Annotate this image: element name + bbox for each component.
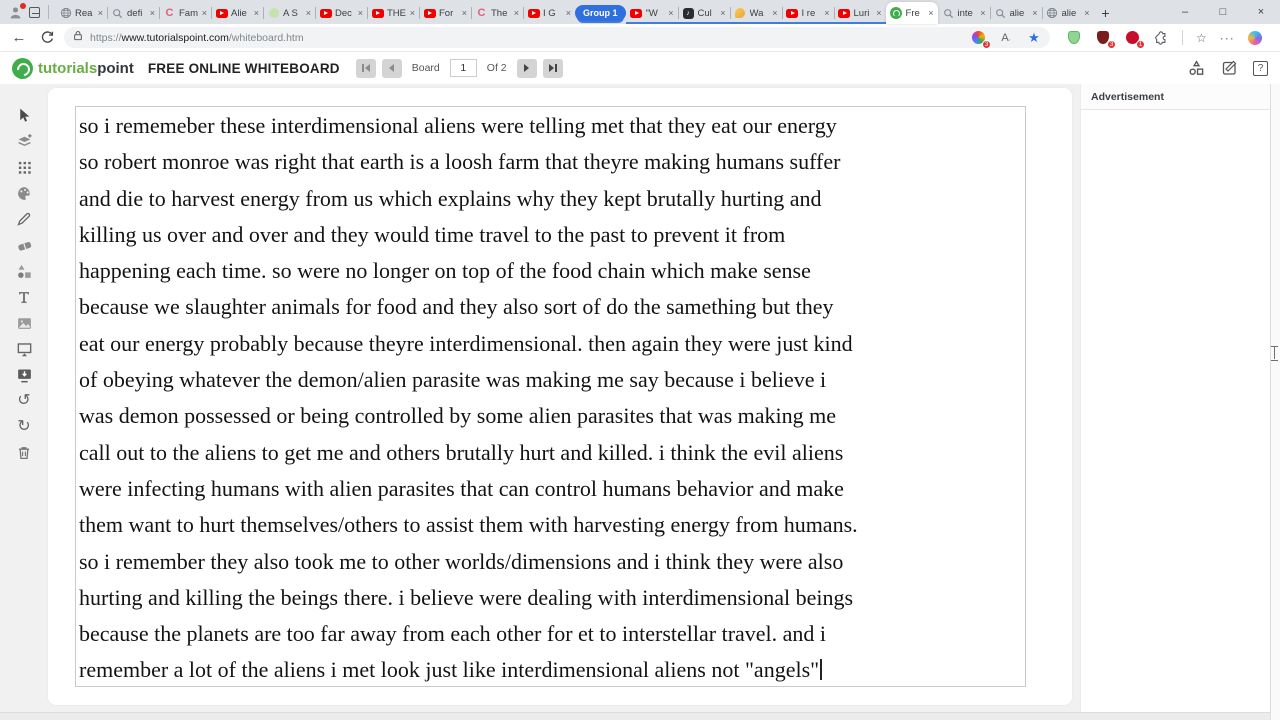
last-board-button[interactable] <box>543 59 563 78</box>
youtube-favicon-icon <box>630 7 643 20</box>
whiteboard-text-line: eat our energy probably because theyre interdimensional. then again they were just kind <box>79 330 853 356</box>
tab-close-icon[interactable]: × <box>253 8 259 18</box>
search-favicon-icon <box>111 7 124 20</box>
scrollbar-track[interactable] <box>1270 84 1280 720</box>
whiteboard-text-line: so i remember they also took me to other worlds/dimensions and i think they were also <box>79 548 844 574</box>
browser-tab[interactable] <box>419 2 471 24</box>
divider <box>1182 30 1183 45</box>
tab-close-icon[interactable]: × <box>1032 8 1038 18</box>
search-favicon-icon <box>942 7 955 20</box>
browser-tab[interactable] <box>367 2 419 24</box>
browser-tab[interactable] <box>990 2 1042 24</box>
tab-title: alie <box>1061 7 1077 19</box>
whiteboard-text-line: was demon possessed or being controlled by some alien parasites that was making me <box>79 403 836 429</box>
new-tab-button[interactable]: + <box>1101 5 1110 21</box>
tutorialspoint-logo-icon <box>12 58 33 79</box>
c-pink-favicon-icon: C <box>477 7 486 19</box>
green-dot-favicon-icon <box>267 7 280 20</box>
whiteboard-text-line: remember a lot of the aliens i met look just like interdimensional aliens not "angels" <box>79 652 1025 687</box>
youtube-favicon-icon <box>786 7 799 20</box>
tab-title: I re <box>801 7 816 19</box>
board-number-input[interactable] <box>450 59 477 77</box>
favorite-star-icon[interactable]: ★ <box>1028 29 1040 45</box>
browser-tab[interactable] <box>1042 2 1094 24</box>
tab-title: Luri <box>853 7 870 19</box>
whiteboard-canvas[interactable] <box>48 88 1072 705</box>
next-board-button[interactable] <box>517 59 537 78</box>
reload-button[interactable] <box>36 27 58 49</box>
browser-tab-active[interactable] <box>886 2 938 24</box>
tab-title: alie <box>1009 7 1025 19</box>
tutorialspoint-favicon-icon <box>890 7 903 20</box>
share-shapes-icon[interactable] <box>1187 59 1206 78</box>
search-favicon-icon <box>994 7 1007 20</box>
browser-tab-bar <box>0 0 1280 24</box>
tab-strip <box>55 0 1094 24</box>
settings-menu-icon[interactable]: ··· <box>1219 30 1235 45</box>
whiteboard-text-line: hurting and killing the beings there. i believe were dealing with interdimensional beings <box>79 584 854 610</box>
tab-close-icon[interactable]: × <box>928 8 934 18</box>
window-controls <box>1166 0 1280 24</box>
browser-tab[interactable] <box>834 2 886 24</box>
whiteboard-text-line: them want to hurt themselves/others to assist them with harvesting energy from humans. <box>79 512 858 538</box>
read-aloud-icon[interactable]: A ˎ <box>1001 31 1011 44</box>
tab-title: Dec <box>335 7 352 19</box>
url-text: https://www.tutorialspoint.com/whiteboard.htm <box>90 31 304 44</box>
trash-tool-icon[interactable] <box>11 440 37 466</box>
advertisement-panel <box>1080 84 1270 720</box>
lock-icon <box>72 29 84 47</box>
profile-avatar-icon[interactable] <box>8 5 23 20</box>
browser-tab[interactable] <box>211 2 263 24</box>
whiteboard-header <box>0 52 1280 84</box>
back-button[interactable]: ← <box>11 29 27 46</box>
youtube-favicon-icon <box>838 7 851 20</box>
tab-close-icon[interactable]: × <box>357 8 363 18</box>
favorites-collections-icon[interactable]: ☆ <box>1196 30 1207 45</box>
tab-title: For <box>439 7 454 19</box>
youtube-favicon-icon <box>371 7 384 20</box>
tab-title: Wa <box>749 7 764 19</box>
tab-close-icon[interactable]: × <box>824 8 830 18</box>
tab-title: Fre <box>905 7 920 19</box>
browser-tab[interactable] <box>107 2 159 24</box>
mouse-ibeam-cursor <box>1271 346 1278 359</box>
tab-close-icon[interactable]: × <box>513 8 519 18</box>
whiteboard-text-line: call out to the aliens to get me and others brutally hurt and killed. i think the evil aliens <box>79 439 844 465</box>
tab-close-icon[interactable]: × <box>980 8 986 18</box>
tab-close-icon[interactable]: × <box>876 8 882 18</box>
minimize-button[interactable]: – <box>1181 6 1189 18</box>
whiteboard-text-line: so i rememeber these interdimensional aliens were telling met that they eat our energy <box>79 113 837 138</box>
browser-tab[interactable] <box>55 2 107 24</box>
tab-close-icon[interactable]: × <box>772 8 778 18</box>
whiteboard-text-box[interactable] <box>75 106 1026 687</box>
text-tool-icon[interactable] <box>11 284 37 310</box>
notification-dot <box>20 3 26 9</box>
whiteboard-text-line: because we slaughter animals for food and they also sort of do the samething but they <box>79 294 834 320</box>
tab-close-icon[interactable]: × <box>201 8 207 18</box>
board-label: Board <box>411 62 440 74</box>
whiteboard-text-line: of obeying whatever the demon/alien parasite was making me say because i believe i <box>79 367 827 393</box>
youtube-favicon-icon <box>215 7 228 20</box>
browser-tab[interactable] <box>159 2 211 24</box>
tab-close-icon[interactable]: × <box>149 8 155 18</box>
tab-title: THE <box>387 7 406 19</box>
c-pink-favicon-icon: C <box>165 7 174 19</box>
browser-tab[interactable] <box>938 2 990 24</box>
whiteboard-text-line: killing us over and over and they would time travel to the past to prevent it from <box>79 221 786 247</box>
youtube-favicon-icon <box>319 7 332 20</box>
layers-tool-icon[interactable] <box>11 128 37 154</box>
whiteboard-text-line: happening each time. so were no longer on top of the food chain which make sense <box>79 258 811 284</box>
redo-tool-icon[interactable]: ↻ <box>17 418 31 435</box>
advertisement-label: Advertisement <box>1081 84 1270 110</box>
tab-title: "W <box>645 7 658 19</box>
help-icon[interactable]: ? <box>1253 61 1268 76</box>
copilot-icon[interactable] <box>1248 31 1262 45</box>
tiktok-favicon-icon: ♪ <box>682 7 695 20</box>
tools-sidebar <box>0 84 48 712</box>
youtube-favicon-icon <box>527 7 540 20</box>
close-button[interactable]: × <box>1257 6 1265 18</box>
tab-group-chip[interactable]: Group 1 <box>575 5 626 21</box>
main-area <box>0 84 1280 720</box>
whiteboard-text-line: and die to harvest energy from us which explains why they kept brutally hurting and <box>79 185 822 211</box>
whiteboard-text-line: were infecting humans with alien parasites that can control humans behavior and make <box>79 475 844 501</box>
tab-title: I G <box>543 7 556 19</box>
palette-tool-icon[interactable] <box>11 180 37 206</box>
tab-title: inte <box>957 7 973 19</box>
edit-note-icon[interactable] <box>1220 59 1239 78</box>
tab-close-icon[interactable]: × <box>1084 8 1090 18</box>
tab-close-icon[interactable]: × <box>668 8 674 18</box>
shapes-tool-icon[interactable] <box>11 258 37 284</box>
tab-title: A S <box>283 7 298 19</box>
browser-tab[interactable] <box>315 2 367 24</box>
pencil-tool-icon[interactable] <box>11 206 37 232</box>
text-caret <box>820 659 822 680</box>
board-navigation <box>356 59 563 78</box>
globe-favicon-icon <box>1046 7 1059 20</box>
maximize-button[interactable]: □ <box>1219 6 1227 18</box>
tutorialspoint-logo[interactable]: tutorialspoint <box>12 58 134 79</box>
extensions-icon[interactable] <box>1153 30 1169 46</box>
tab-title: Alie <box>231 7 247 19</box>
globe-favicon-icon <box>59 7 72 20</box>
browser-tab[interactable] <box>782 2 834 24</box>
browser-tab[interactable] <box>678 2 730 24</box>
youtube-favicon-icon <box>423 7 436 20</box>
browser-tab[interactable] <box>523 2 575 24</box>
undo-tool-icon[interactable]: ↺ <box>17 392 31 409</box>
board-total-label: Of 2 <box>486 62 507 74</box>
ublock-origin-icon[interactable]: 3 <box>1095 30 1111 46</box>
tab-title: Rea <box>75 7 93 19</box>
tab-close-icon[interactable]: × <box>97 8 103 18</box>
browser-tab[interactable] <box>471 2 523 24</box>
eraser-tool-icon[interactable] <box>11 232 37 258</box>
navigation-bar <box>0 24 1280 52</box>
tab-close-icon[interactable]: × <box>305 8 311 18</box>
tab-close-icon[interactable]: × <box>409 8 415 18</box>
tab-close-icon[interactable]: × <box>720 8 726 18</box>
browser-tab[interactable] <box>263 2 315 24</box>
tab-title: defi <box>127 7 143 19</box>
tab-title: Cul <box>697 7 712 19</box>
tab-actions-icon[interactable] <box>29 7 40 18</box>
divider <box>48 5 49 19</box>
tab-close-icon[interactable]: × <box>565 8 571 18</box>
select-tool-icon[interactable] <box>11 102 37 128</box>
tab-close-icon[interactable]: × <box>461 8 467 18</box>
browser-tab[interactable] <box>730 2 782 24</box>
grid-tool-icon[interactable] <box>11 154 37 180</box>
adblock-plus-icon[interactable]: 1 <box>1124 30 1140 46</box>
adguard-shield-icon[interactable] <box>1066 30 1082 46</box>
bottom-strip <box>0 712 1270 720</box>
color-wheel-extension-icon[interactable]: 3 <box>970 30 986 46</box>
address-bar[interactable] <box>64 27 1050 48</box>
image-tool-icon[interactable] <box>11 310 37 336</box>
whiteboard-text-line: so robert monroe was right that earth is a loosh farm that theyre making humans suffer <box>79 149 841 175</box>
tab-title: Fam <box>179 7 198 19</box>
first-board-button[interactable] <box>356 59 376 78</box>
flame-favicon-icon <box>734 7 747 20</box>
whiteboard-text-line: because the planets are too far away from each other for et to interstellar travel. and i <box>79 621 827 647</box>
page-title: FREE ONLINE WHITEBOARD <box>147 60 340 76</box>
tab-title: The <box>491 7 508 19</box>
presentation-tool-icon[interactable] <box>11 336 37 362</box>
previous-board-button[interactable] <box>382 59 402 78</box>
save-board-tool-icon[interactable] <box>11 362 37 388</box>
browser-tab[interactable] <box>626 2 678 24</box>
